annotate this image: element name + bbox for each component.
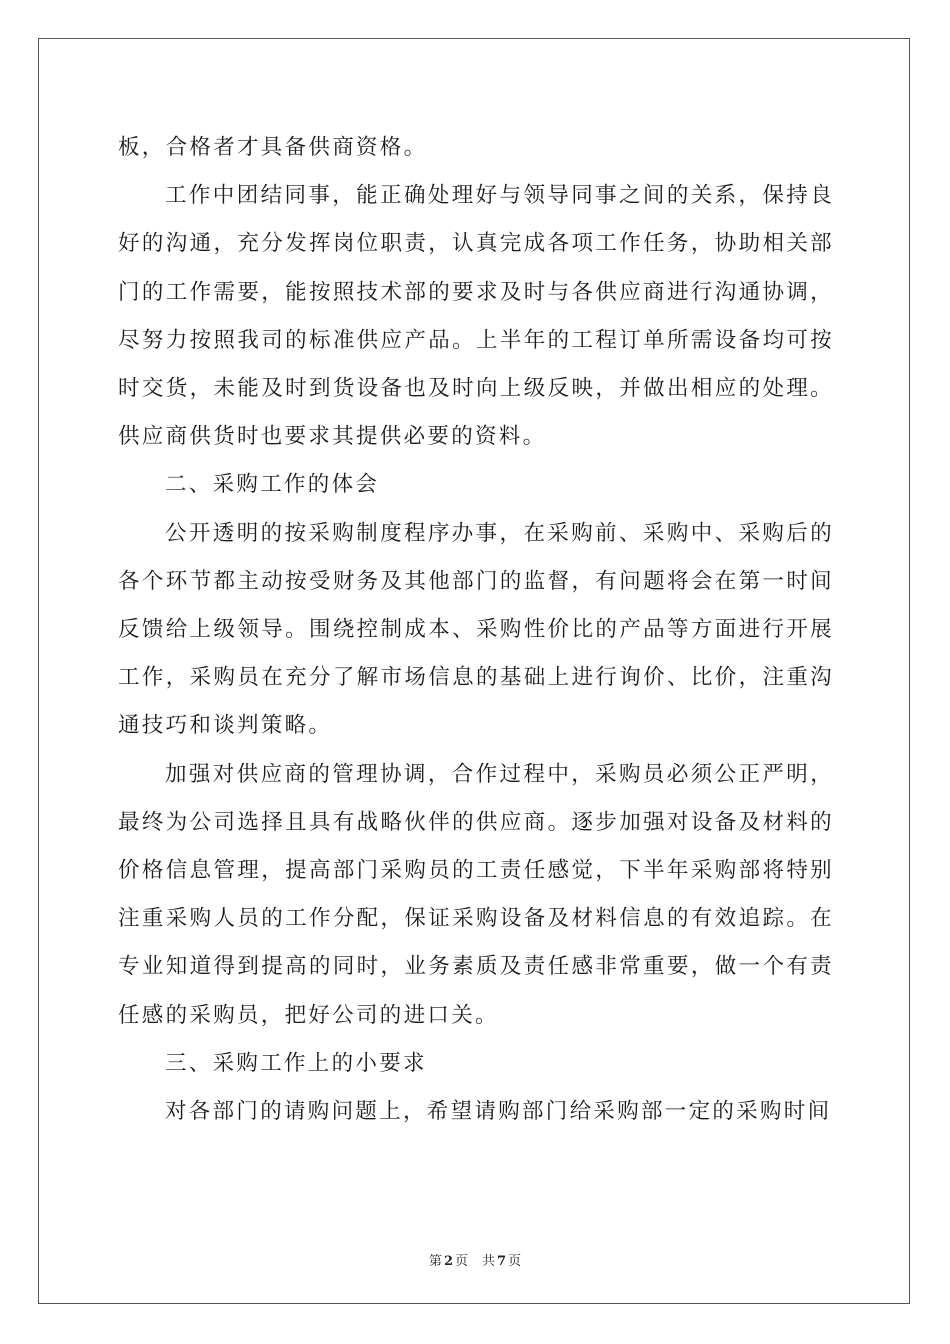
paragraph-transparency: 公开透明的按采购制度程序办事，在采购前、采购中、采购后的各个环节都主动按受财务及其他部门的监督，有问题将会在第一时间反馈给上级领导。围绕控制成本、采购性价比的产品等方面进行开展工作，采购员在充分了解市场信息的基础上进行询价、比价，注重沟通技巧和谈判策略。 (118, 520, 834, 739)
page-suffix: 页 (454, 1254, 468, 1269)
paragraph-supplier-management: 加强对供应商的管理协调，合作过程中，采购员必须公正严明，最终为公司选择且具有战略伙伴的供应商。逐步加强对设备及材料的价格信息管理，提高部门采购员的工责任感觉，下半年采购部将特别注重采购人员的工作分配，保证采购设备及材料信息的有效追踪。在专业知道得到提高的同时，业务素质及责任感非常重要，做一个有责任感的采购员，把好公司的进口关。 (118, 761, 834, 1028)
total-pages: 7 (497, 1254, 507, 1269)
section-heading-3: 三、采购工作上的小要求 (165, 1050, 427, 1076)
section-heading-2: 二、采购工作的体会 (165, 472, 380, 498)
page-current: 2 (443, 1254, 453, 1269)
total-prefix: 共 (482, 1254, 496, 1269)
page-prefix: 第 (428, 1254, 442, 1269)
paragraph-continuation: 板，合格者才具备供商资格。 (118, 135, 428, 160)
page-footer (0, 1250, 950, 1269)
paragraph-request: 对各部门的请购问题上，希望请购部门给采购部一定的采购时间 (165, 1099, 832, 1125)
paragraph-teamwork: 工作中团结同事，能正确处理好与领导同事之间的关系，保持良好的沟通，充分发挥岗位职责，认真完成各项工作任务，协助相关部门的工作需要，能按照技术部的要求及时与各供应商进行沟通协调，尽努力按照我司的标准供应产品。上半年的工程订单所需设备均可按时交货，未能及时到货设备也及时向上级反映，并做出相应的处理。供应商供货时也要求其提供必要的资料。 (118, 183, 834, 450)
document-body (118, 124, 834, 1136)
total-suffix: 页 (508, 1254, 522, 1269)
